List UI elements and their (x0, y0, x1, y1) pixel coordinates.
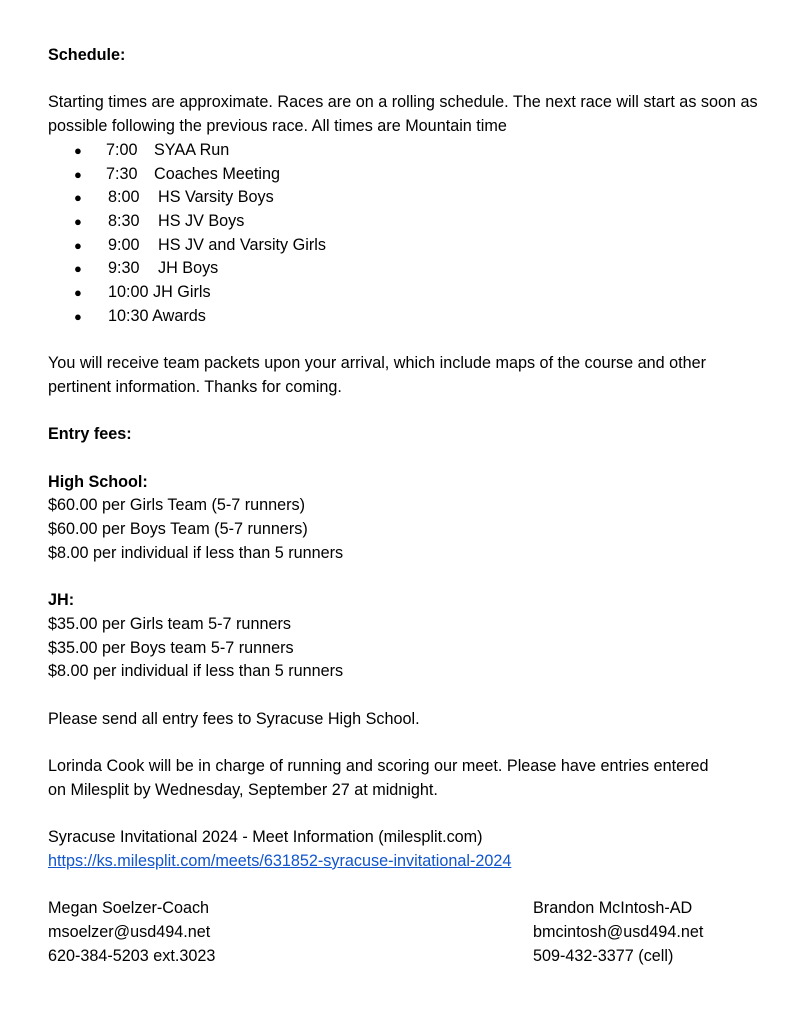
meet-info-title: Syracuse Invitational 2024 - Meet Information (milesplit.com) (48, 828, 483, 847)
schedule-time: 9:30 (108, 259, 140, 278)
bullet-icon: ● (74, 190, 82, 206)
fee-line: $8.00 per individual if less than 5 runners (48, 543, 344, 562)
scoring-note: Lorinda Cook will be in charge of running and scoring our meet. Please have entries entered on Milesplit by Wednesday, September 27 at midnight. (48, 756, 709, 799)
schedule-event: Coaches Meeting (154, 164, 280, 183)
bullet-icon: ● (74, 142, 82, 158)
fee-line: $8.00 per individual if less than 5 runners (48, 662, 344, 681)
schedule-item (48, 305, 790, 329)
schedule-item (48, 163, 790, 187)
schedule-item (48, 281, 790, 305)
fee-line: $60.00 per Girls Team (5-7 runners) (48, 496, 306, 515)
schedule-event: JH Girls (153, 283, 211, 302)
schedule-event: HS Varsity Boys (158, 188, 274, 207)
schedule-item (48, 234, 790, 258)
contact-name: Brandon McIntosh-AD (533, 899, 693, 918)
schedule-time: 10:00 (108, 283, 149, 302)
schedule-time: 9:00 (108, 235, 140, 254)
bullet-icon: ● (74, 166, 82, 182)
bullet-icon: ● (74, 237, 82, 253)
schedule-event: SYAA Run (154, 140, 230, 159)
entry-fees-heading: Entry fees: (48, 425, 132, 444)
contacts-section (48, 897, 790, 969)
contact-phone: 509-432-3377 (cell) (533, 946, 674, 965)
high-school-heading: High School: (48, 472, 148, 491)
schedule-heading: Schedule: (48, 46, 126, 64)
fee-line: $35.00 per Girls team 5-7 runners (48, 614, 291, 633)
schedule-item (48, 210, 790, 234)
schedule-time: 7:00 (106, 140, 138, 159)
contact-coach (48, 897, 215, 968)
send-fees-note: Please send all entry fees to Syracuse High School. (48, 709, 420, 728)
schedule-item (48, 186, 790, 210)
schedule-list (48, 139, 790, 329)
jh-heading: JH: (48, 591, 75, 610)
fee-line: $35.00 per Boys team 5-7 runners (48, 638, 294, 657)
schedule-event: HS JV and Varsity Girls (158, 235, 326, 254)
bullet-icon: ● (74, 308, 82, 324)
schedule-time: 10:30 (108, 306, 149, 325)
schedule-event: HS JV Boys (158, 211, 245, 230)
schedule-time: 8:30 (108, 211, 140, 230)
schedule-event: Awards (152, 306, 206, 325)
packets-note: You will receive team packets upon your arrival, which include maps of the course and other pertinent information. Thanks for coming. (48, 354, 707, 396)
contact-email: bmcintosh@usd494.net (533, 922, 704, 941)
schedule-item (48, 139, 790, 163)
schedule-item (48, 257, 790, 281)
contact-ad (533, 897, 703, 968)
contact-name: Megan Soelzer-Coach (48, 899, 210, 918)
schedule-time: 8:00 (108, 188, 140, 207)
schedule-intro: Starting times are approximate. Races are on a rolling schedule. The next race will start as soon as possible following the previous race. All times are Mountain time (48, 93, 758, 136)
schedule-time: 7:30 (106, 164, 138, 183)
bullet-icon: ● (74, 285, 82, 301)
meet-info-link[interactable]: https://ks.milesplit.com/meets/631852-syracuse-invitational-2024 (48, 851, 512, 870)
bullet-icon: ● (74, 213, 82, 229)
schedule-event: JH Boys (158, 259, 219, 278)
bullet-icon: ● (74, 261, 82, 277)
contact-phone: 620-384-5203 ext.3023 (48, 946, 216, 965)
contact-email: msoelzer@usd494.net (48, 922, 211, 941)
fee-line: $60.00 per Boys Team (5-7 runners) (48, 520, 308, 538)
